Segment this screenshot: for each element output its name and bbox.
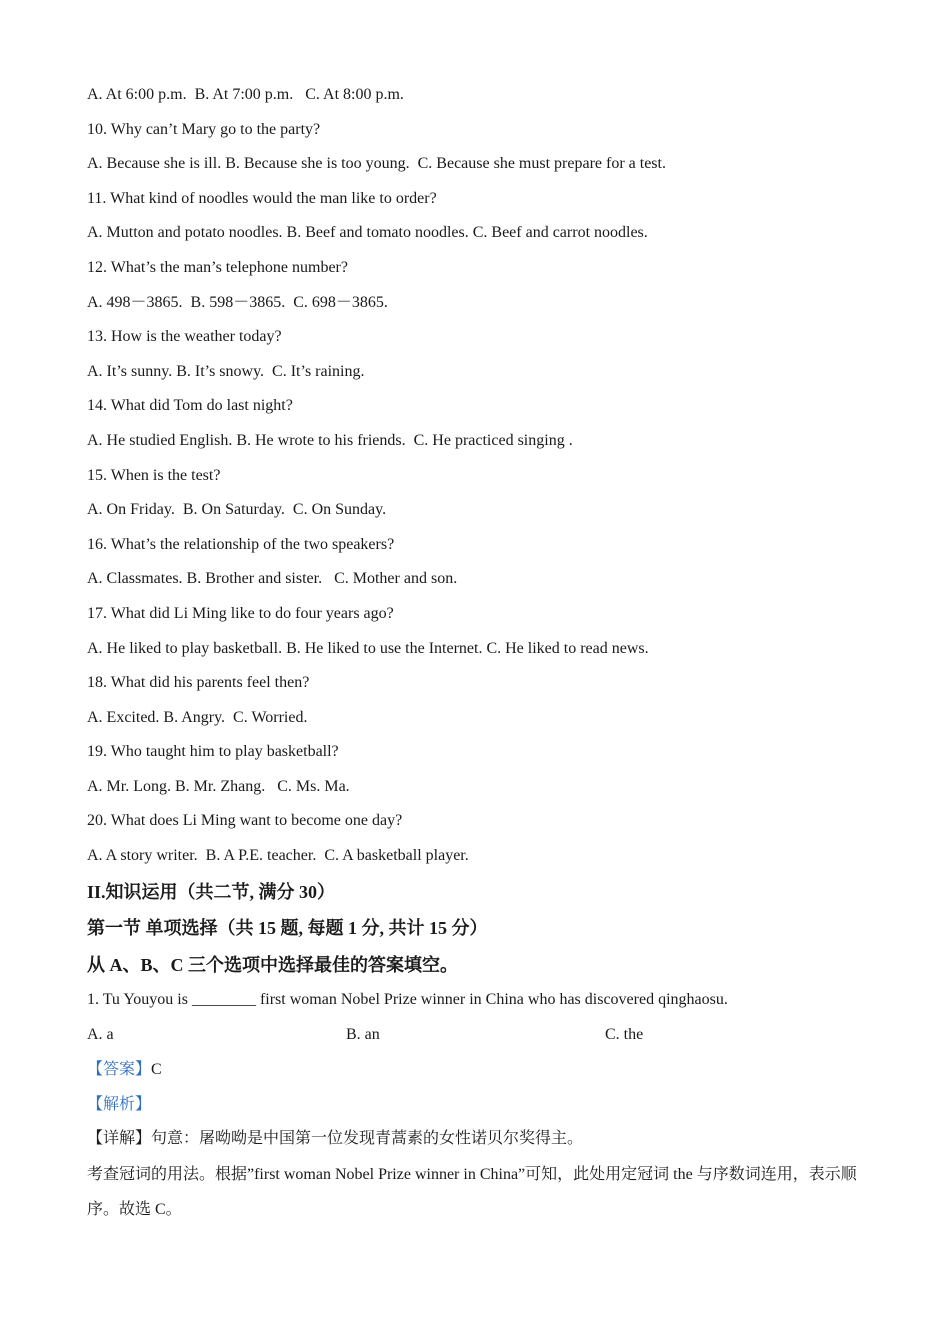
q9-options: A. At 6:00 p.m. B. At 7:00 p.m. C. At 8:00 p.m. <box>87 86 404 103</box>
q20-stem: 20. What does Li Ming want to become one day? <box>87 812 403 830</box>
q11-options: A. Mutton and potato noodles. B. Beef and tomato noodles. C. Beef and carrot noodles. <box>87 224 648 242</box>
q10-stem: 10. Why can’t Mary go to the party? <box>87 120 321 138</box>
q19-stem: 19. Who taught him to play basketball? <box>87 743 339 761</box>
q19-options: A. Mr. Long. B. Mr. Zhang. C. Ms. Ma. <box>87 777 350 795</box>
q14-stem: 14. What did Tom do last night? <box>87 397 293 415</box>
q13-stem: 13. How is the weather today? <box>87 328 282 346</box>
document-page <box>87 78 867 1228</box>
q16-stem: 16. What’s the relationship of the two speakers? <box>87 535 395 553</box>
section1-heading: 第一节 单项选择（共 15 题, 每题 1 分, 共计 15 分） <box>87 918 488 939</box>
q15-options: A. On Friday. B. On Saturday. C. On Sunday. <box>87 501 387 519</box>
q17-stem: 17. What did Li Ming like to do four years ago? <box>87 604 394 622</box>
q10-options: A. Because she is ill. B. Because she is too young. C. Because she must prepare for a test. <box>87 155 666 173</box>
grammar-q1-options <box>87 1018 867 1053</box>
q17-options: A. He liked to play basketball. B. He liked to use the Internet. C. He liked to read news. <box>87 639 649 657</box>
q12-options: A. 498－3865. B. 598－3865. C. 698－3865. <box>87 293 388 311</box>
option-b: B. an <box>346 1025 380 1043</box>
option-c: C. the <box>605 1025 644 1043</box>
q15-stem: 15. When is the test? <box>87 466 221 484</box>
detail-paragraph: 考查冠词的用法。根据”first woman Nobel Prize winner in China”可知，此处用定冠词 the 与序数词连用，表示顺序。故选 C。 <box>87 1165 857 1219</box>
analysis-label: 【解析】 <box>87 1096 152 1114</box>
q18-stem: 18. What did his parents feel then? <box>87 674 310 692</box>
q20-options: A. A story writer. B. A P.E. teacher. C. A basketball player. <box>87 847 469 865</box>
q11-stem: 11. What kind of noodles would the man like to order? <box>87 189 437 207</box>
q16-options: A. Classmates. B. Brother and sister. C. Mother and son. <box>87 570 458 588</box>
answer-line <box>87 1052 867 1087</box>
part2-heading: II.知识运用（共二节, 满分 30） <box>87 881 336 902</box>
option-a: A. a <box>87 1025 114 1043</box>
q12-stem: 12. What’s the man’s telephone number? <box>87 258 348 276</box>
instruction-heading: 从 A、B、C 三个选项中选择最佳的答案填空。 <box>87 954 459 975</box>
answer-value: C <box>151 1061 162 1079</box>
q14-options: A. He studied English. B. He wrote to his friends. C. He practiced singing . <box>87 431 573 449</box>
q13-options: A. It’s sunny. B. It’s snowy. C. It’s raining. <box>87 362 365 380</box>
q18-options: A. Excited. B. Angry. C. Worried. <box>87 708 308 726</box>
grammar-q1-stem: 1. Tu Youyou is ________ first woman Nobel Prize winner in China who has discovered qinghaosu. <box>87 991 728 1009</box>
detail-text: 【详解】句意：屠呦呦是中国第一位发现青蒿素的女性诺贝尔奖得主。 <box>87 1130 584 1148</box>
answer-label: 【答案】 <box>87 1061 152 1079</box>
